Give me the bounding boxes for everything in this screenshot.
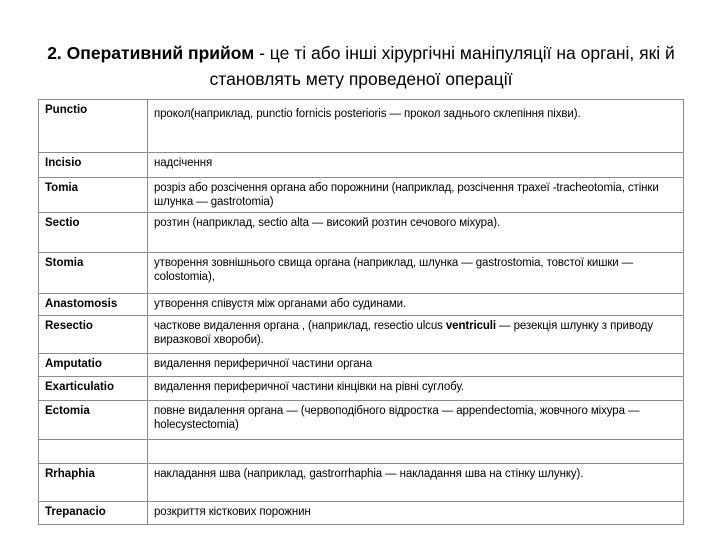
term-cell: Anastomosis [39,294,148,316]
term-cell: Trepanacio [39,502,148,525]
description-cell [148,440,684,464]
term-cell: Tomia [39,178,148,213]
description-cell: видалення периферичної частини кінцівки на рівні суглобу. [148,377,684,401]
term-cell: Resectio [39,316,148,354]
term-cell: Exarticulatio [39,377,148,401]
term-cell: Ectomia [39,401,148,440]
description-text: — резекція шлунку з приводу виразкової хвороби). [154,320,654,346]
heading-rest: - це ті або інші хірургічні маніпуляції на органі, які й становлять мету проведеної операції [209,43,675,89]
surgical-terms-table [38,99,684,525]
description-cell: накладання шва (наприклад, gastrorrhaphia — накладання шва на стінку шлунку). [148,464,684,502]
table-row [39,316,684,354]
table-row [39,440,684,464]
slide-heading [40,40,682,92]
term-cell [39,440,148,464]
term-cell: Stomia [39,253,148,294]
description-text: прокол(наприклад, punctio fornicis posterioris — прокол заднього склепіння піхви). [154,108,581,120]
description-cell [148,100,684,153]
table-row [39,213,684,253]
description-cell: розкриття кісткових порожнин [148,502,684,525]
table-row [39,153,684,178]
table-row [39,502,684,525]
table-row [39,178,684,213]
table-row [39,354,684,377]
description-cell: розріз або розсічення органа або порожнини (наприклад, розсічення трахеї -tracheotomia, стінки шлунка — gastrotomia) [148,178,684,213]
description-cell: утворення співустя між органами або судинами. [148,294,684,316]
heading-bold: 2. Оперативний прийом [47,43,255,63]
term-cell: Punctio [39,100,148,153]
table-row [39,100,684,153]
table-row [39,253,684,294]
description-emphasis: ventriculi [445,320,496,332]
description-cell: розтин (наприклад, sectio alta — високий розтин сечового міхура). [148,213,684,253]
term-cell: Sectio [39,213,148,253]
term-cell: Amputatio [39,354,148,377]
term-cell: Rrhaphia [39,464,148,502]
description-cell: утворення зовнішнього свища органа (наприклад, шлунка — gastrostomia, товстої кишки — colostomia), [148,253,684,294]
table-row [39,401,684,440]
term-cell: Incisio [39,153,148,178]
description-cell: надсічення [148,153,684,178]
table-row [39,377,684,401]
description-text: часткове видалення органа , (наприклад, resectio ulcus [154,320,446,332]
table-row [39,464,684,502]
table-row [39,294,684,316]
description-cell: повне видалення органа — (червоподібного відростка — appendectomia, жовчного міхура — holecystectomia) [148,401,684,440]
description-cell [148,316,684,354]
description-cell: видалення периферичної частини органа [148,354,684,377]
